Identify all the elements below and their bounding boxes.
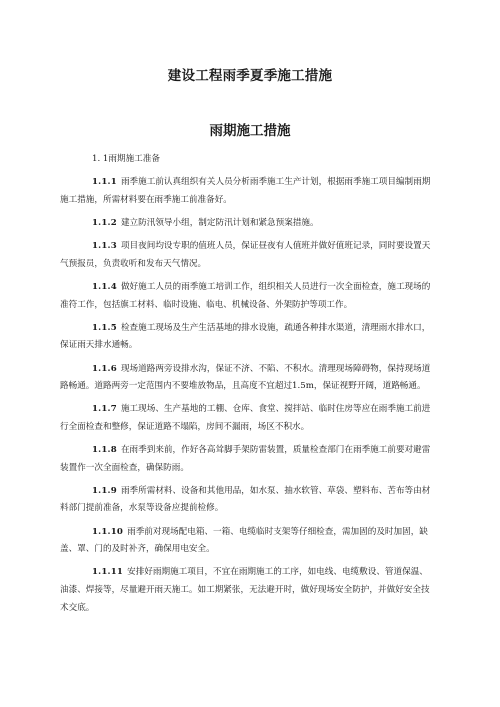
clause-paragraph bbox=[60, 238, 432, 273]
section-title: 雨期施工措施 bbox=[209, 123, 291, 139]
clause-number: 1.1.3 bbox=[92, 241, 117, 252]
clause-number: 1.1.5 bbox=[92, 322, 117, 333]
subsection-heading bbox=[92, 151, 432, 169]
clause-text: 检查施工现场及生产生活基地的排水设施，疏通各种排水渠道，清理雨水排水口，保证雨天排水通畅。 bbox=[60, 322, 431, 351]
clause-number: 1.1.1 bbox=[92, 177, 117, 188]
document-title: 建设工程雨季夏季施工措施 bbox=[167, 68, 333, 84]
clause-number: 1.1.10 bbox=[92, 526, 124, 537]
clause-paragraph bbox=[60, 524, 432, 559]
clause-number: 1.1.9 bbox=[92, 485, 117, 496]
clause-text: 雨季所需材料、设备和其他用品，如水泵、抽水软管、草袋、塑料布、苦布等由材料部门提前准备，水泵等设备应提前检修。 bbox=[60, 485, 431, 514]
clause-list bbox=[60, 174, 464, 617]
clause-text: 做好施工人员的雨季施工培训工作，组织相关人员进行一次全面检查，施工现场的准符工作，包括旗工材料、临时设施、临电、机械设备、外架防护等项工作。 bbox=[60, 281, 431, 310]
document-body bbox=[60, 151, 432, 623]
clause-number: 1.1.2 bbox=[92, 217, 117, 228]
clause-text: 施工现场、生产基地的工棚、仓库、食堂、搅拌站、临时住房等应在雨季施工前进行全面检查和整修，保证道路不塌陷，房间不漏雨，场区不积水。 bbox=[60, 404, 431, 432]
clause-text: 建立防汛领导小组，制定防汛计划和紧急预案措施。 bbox=[120, 217, 319, 228]
clause-text: 现场道路两旁设排水沟，保证不济、不陷、不积水。清理现场障碍物，保持现场道路畅通。道路两旁一定范围内不要堆放物品，且高度不宜超过1.5m，保证视野开阔，道路畅通。 bbox=[60, 363, 431, 392]
clause-text: 项目夜间均设专职的值班人员，保证昼夜有人值班并做好值班记录，同时要设置天气预报员，负责收听和发布天气情况。 bbox=[60, 241, 431, 269]
clause-text: 在雨季到来前，作好各高耸脚手架防雷装置，质量检查部门在雨季施工前要对避雷装置作一次全面检查，确保防雨。 bbox=[60, 445, 431, 473]
clause-number: 1.1.6 bbox=[92, 363, 117, 374]
clause-paragraph bbox=[60, 279, 432, 314]
clause-paragraph bbox=[60, 564, 432, 617]
clause-text: 雨季施工前认真组织有关人员分析雨季施工生产计划，根据雨季施工项目编制雨期施工措施，所需材料要在雨季施工前准备好。 bbox=[60, 177, 431, 205]
clause-number: 1.1.4 bbox=[92, 281, 117, 292]
clause-paragraph bbox=[60, 442, 432, 477]
clause-paragraph bbox=[60, 401, 432, 436]
clause-text: 安排好雨期施工项目，不宜在雨期施工的工序，如电线、电缆敷设、管道保温、油漆、焊接等，尽量避开雨天施工。如工期紧张，无法避开时，做好现场安全防护，并做好安全技术交底。 bbox=[60, 567, 430, 613]
subsection-heading-text: 1. 1雨期施工准备 bbox=[92, 154, 160, 164]
clause-number: 1.1.11 bbox=[92, 567, 124, 578]
clause-paragraph bbox=[60, 361, 432, 396]
clause-paragraph bbox=[60, 174, 432, 209]
clause-text: 雨季前对现场配电箱、一箱、电缆临时支架等仔细检查，需加固的及时加固，缺盖、罩、门的及时补齐，确保用电安全。 bbox=[60, 526, 428, 555]
clause-number: 1.1.8 bbox=[92, 445, 117, 456]
clause-paragraph bbox=[60, 215, 432, 233]
clause-paragraph bbox=[60, 320, 432, 355]
clause-paragraph bbox=[60, 483, 432, 518]
clause-number: 1.1.7 bbox=[92, 404, 117, 415]
